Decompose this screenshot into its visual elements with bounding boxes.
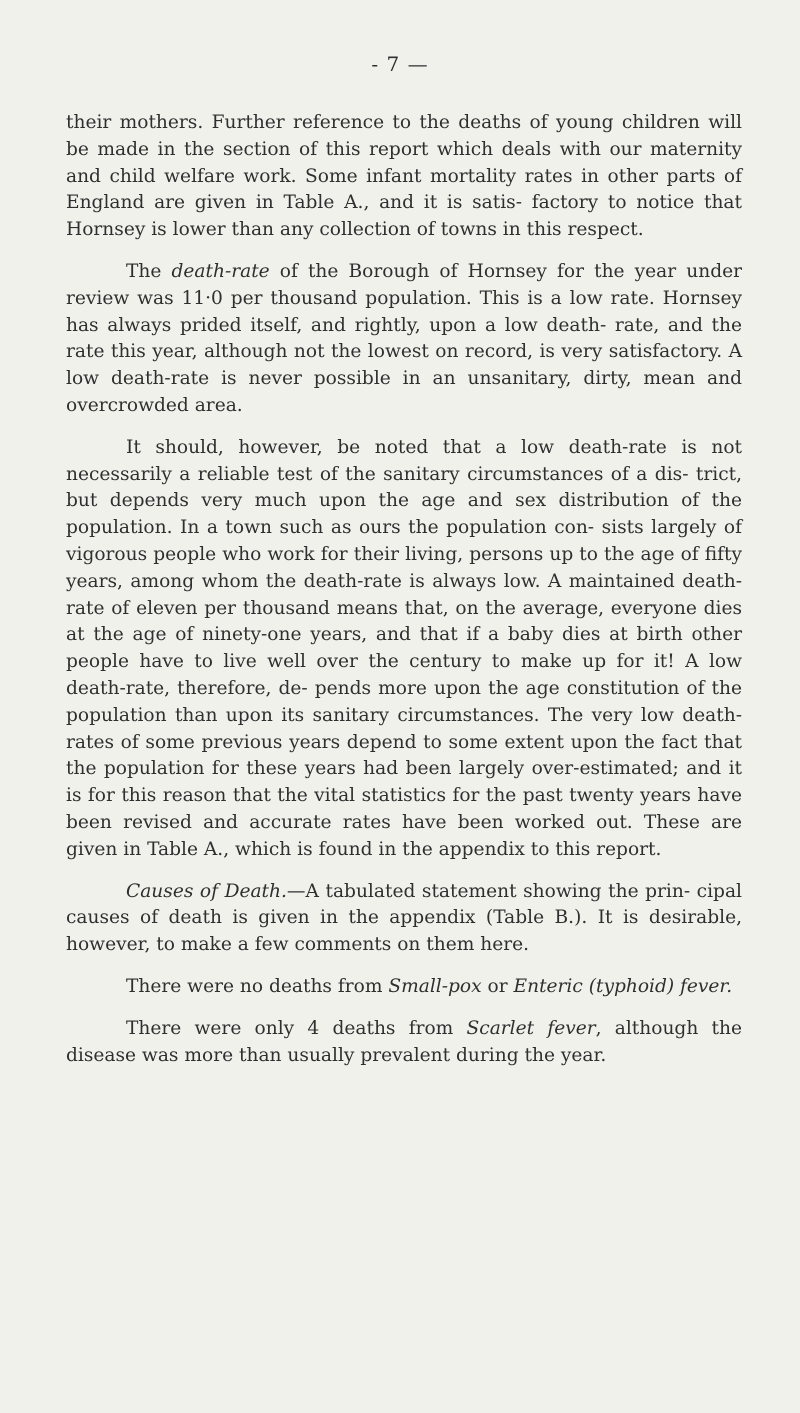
paragraph-scarlet-fever — [66, 1016, 742, 1070]
text-span: or — [481, 975, 514, 997]
paragraph-death-rate — [66, 259, 742, 420]
paragraph-causes-of-death — [66, 879, 742, 959]
paragraph-mothers: their mothers. Further reference to the deaths of young children will be made in the section of this report which deals with our maternity and child welfare work. Some infant mortality rates in other parts of England are given in Table A., and it is satis- factory to notice that Hornsey is lower than any collection of towns in this respect. — [66, 112, 742, 241]
page-number: - 7 — — [371, 52, 429, 76]
italic-term: (typhoid) fever. — [588, 975, 733, 997]
text-span: There were no deaths from — [126, 975, 389, 997]
body-text — [66, 110, 742, 1084]
text-span: The — [126, 260, 172, 282]
text-span: , although the disease was more than usually prevalent during the year. — [66, 1017, 742, 1066]
italic-term: Enteric — [513, 975, 583, 997]
italic-term: death-rate — [171, 260, 270, 282]
text-span: of the Borough of Hornsey for the year under review was 11·0 per thousand population. This is a low rate. Hornsey has always prided itself, and rightly, upon a low death- rate, and the rate this year, although not the lowest on record, is very satisfactory. A low death-rate is never possible in an unsanitary, dirty, mean and overcrowded area. — [66, 260, 743, 416]
paragraph-smallpox-enteric — [66, 974, 742, 1001]
section-heading: Causes of Death. — [126, 880, 287, 902]
italic-term: Small-pox — [388, 975, 482, 997]
italic-term: Scarlet fever — [466, 1017, 596, 1039]
text-span: —A tabulated statement showing the prin- cipal causes of death is given in the appendix (Table B.). It is desirable, however, to make a few comments on them here. — [66, 880, 742, 956]
paragraph-sanitary-test: It should, however, be noted that a low death-rate is not necessarily a reliable test of the sanitary circumstances of a dis- trict, but depends very much upon the age and sex distribution of the population. In a town such as ours the population con- sists largely of vigorous people who work for their living, persons up to the age of fifty years, among whom the death-rate is always low. A maintained death-rate of eleven per thousand means that, on the average, everyone dies at the age of ninety-one years, and that if a baby dies at birth other people have to live well over the century to make up for it! A low death-rate, therefore, de- pends more upon the age constitution of the population than upon its sanitary circumstances. The very low death-rates of some previous years depend to some extent upon the fact that the population for these years had been largely over-estimated; and it is for this reason that the vital statistics for the past twenty years have been revised and accurate rates have been worked out. These are given in Table A., which is found in the appendix to this report. — [66, 436, 742, 860]
text-span: There were only 4 deaths from — [126, 1017, 467, 1039]
